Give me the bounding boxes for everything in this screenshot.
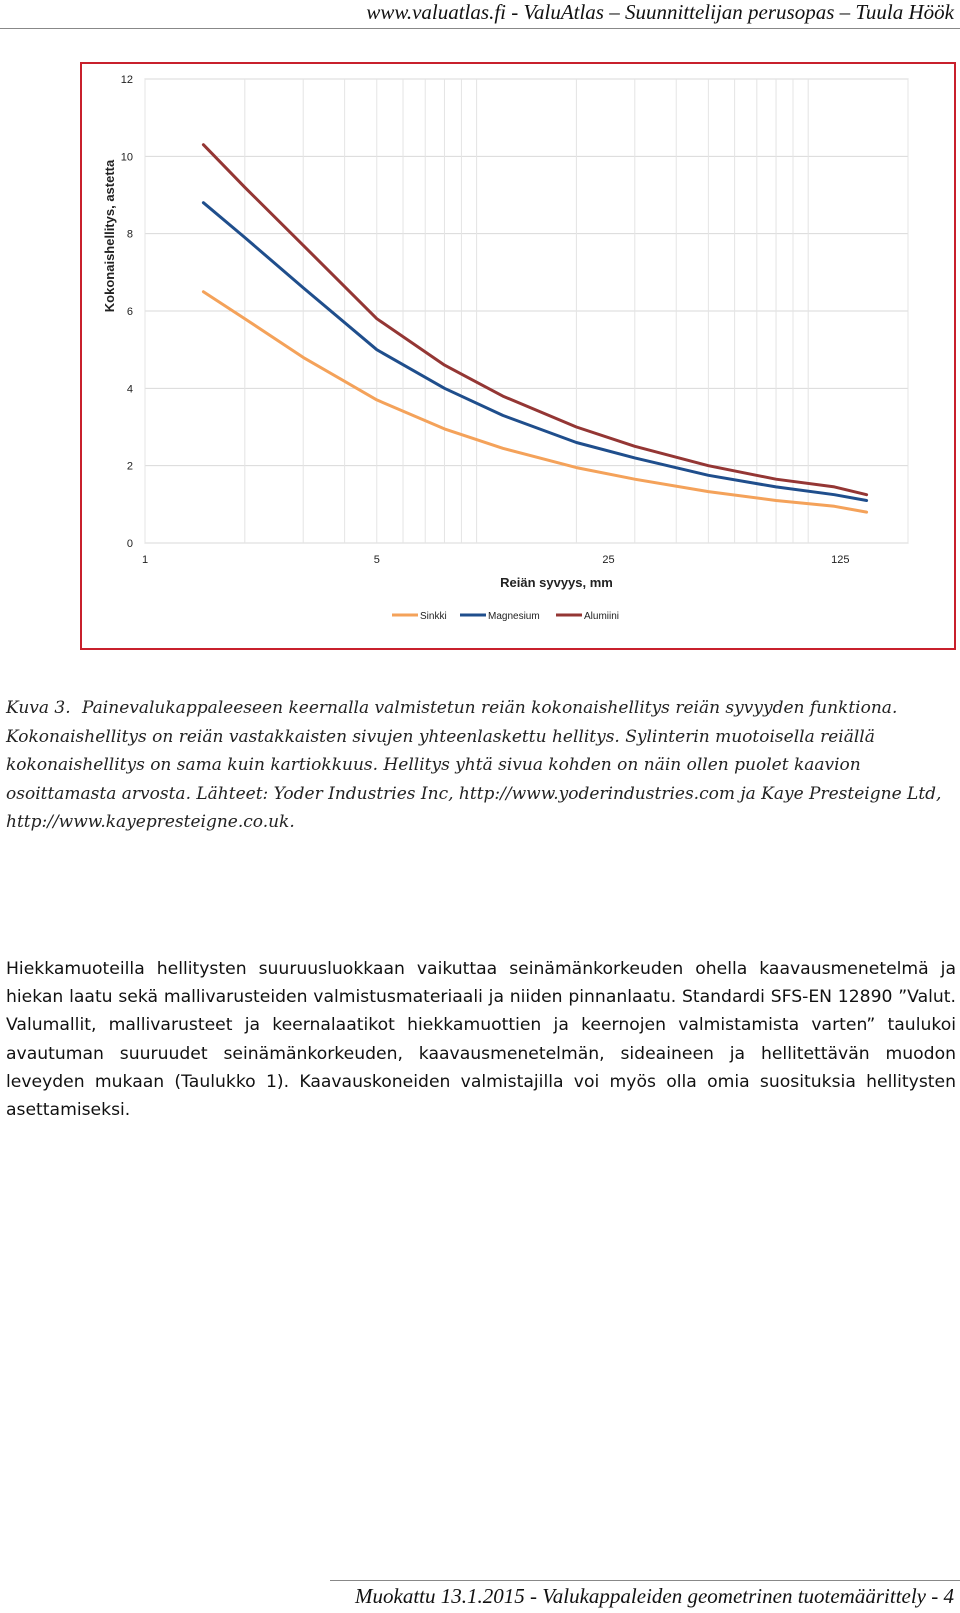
chart-figure (80, 62, 956, 650)
legend-entry: Magnesium (488, 611, 540, 622)
x-tick-label: 125 (831, 554, 850, 566)
figure-caption (6, 694, 956, 837)
x-tick-label: 25 (602, 554, 615, 566)
page-header: www.valuatlas.fi - ValuAtlas – Suunnittelijan perusopas – Tuula Höök (366, 0, 954, 24)
legend-entry: Alumiini (584, 611, 620, 622)
y-tick-label: 12 (120, 74, 133, 86)
y-tick-label: 6 (126, 306, 133, 318)
y-tick-label: 0 (126, 538, 133, 550)
caption-text: Painevalukappaleeseen keernalla valmistetun reiän kokonaishellitys reiän syvyyden funktiona. Kokonaishellitys on reiän vastakkaisten sivujen yhteenlaskettu hellitys. Sylinterin muotoisella reiällä kokonaishellitys on sama kuin kartiokkuus. Hellitys yhtä sivua kohden on näin ollen puolet kaavion osoittamasta arvosta. Lähteet: Yoder Industries Inc, http://www.yoderindustries.com ja Kaye Presteigne Ltd, http://www.kayepresteigne.co.uk. (6, 698, 942, 832)
caption-label: Kuva 3. (6, 698, 71, 718)
footer-divider (330, 1580, 960, 1581)
y-tick-label: 10 (120, 151, 133, 164)
header-divider (0, 28, 960, 29)
body-paragraph: Hiekkamuoteilla hellitysten suuruusluokkaan vaikuttaa seinämänkorkeuden ohella kaavausmenetelmä ja hiekan laatu sekä mallivarusteiden valmistusmateriaali ja niiden pinnanlaatu. Standardi SFS-EN 12890 ”Valut. Valumallit, mallivarusteet ja keernalaatikot hiekkamuottien ja keernojen valmistamista varten” taulukoi avautuman suuruudet seinämänkorkeuden, kaavausmenetelmän, sideaineen ja hellitettävän muodon leveyden mukaan (Taulukko 1). Kaavauskoneiden valmistajilla voi myös olla omia suosituksia hellitysten asettamiseksi. (6, 959, 956, 1121)
y-tick-label: 8 (126, 228, 133, 241)
y-tick-label: 4 (126, 383, 133, 396)
legend-entry: Sinkki (420, 611, 447, 622)
y-axis-label: Kokonaishellitys, astetta (102, 159, 117, 313)
y-tick-label: 2 (126, 460, 133, 473)
drift-angle-chart (82, 64, 954, 648)
page-footer: Muokattu 13.1.2015 - Valukappaleiden geometrinen tuotemäärittely - 4 (355, 1584, 954, 1608)
x-axis-label: Reiän syvyys, mm (500, 575, 613, 590)
x-tick-label: 1 (141, 554, 149, 566)
x-tick-label: 5 (373, 554, 380, 566)
